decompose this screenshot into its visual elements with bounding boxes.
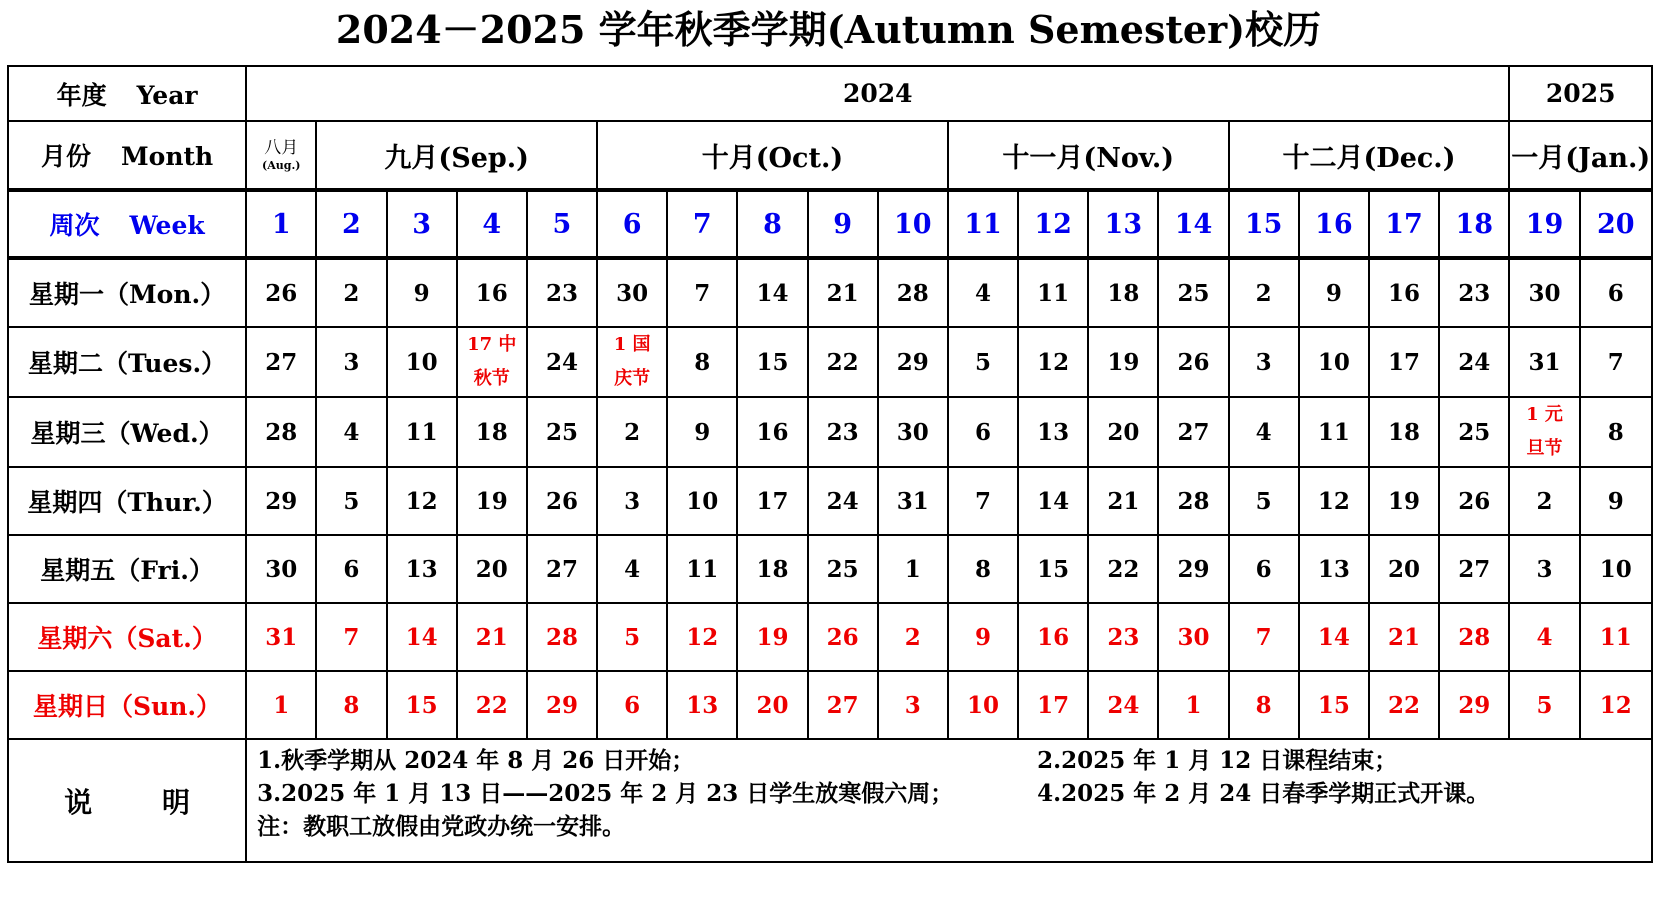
date-cell: 11: [387, 397, 457, 467]
date-cell: 1: [878, 535, 948, 603]
date-cell: 5: [316, 467, 386, 535]
date-cell: 9: [1299, 258, 1369, 327]
date-cell: 25: [1439, 397, 1509, 467]
holiday-text: 17 中: [467, 334, 517, 355]
date-cell: 5: [1229, 467, 1299, 535]
date-cell: 13: [1299, 535, 1369, 603]
date-cell: 10: [667, 467, 737, 535]
date-cell: 3: [878, 671, 948, 739]
week-number: 13: [1088, 190, 1158, 258]
date-cell: 29: [246, 467, 316, 535]
note-item: 3.2025 年 1 月 13 日——2025 年 2 月 23 日学生放寒假六周；: [257, 780, 954, 807]
weekday-label: 星期五（Fri.）: [8, 535, 246, 603]
week-number: 1: [246, 190, 316, 258]
date-cell: 12: [1018, 327, 1088, 397]
date-cell: 3: [597, 467, 667, 535]
week-number: 7: [667, 190, 737, 258]
day-row: [8, 258, 1652, 327]
month-row: [8, 121, 1652, 190]
year-row: [8, 66, 1652, 121]
week-row: [8, 190, 1652, 258]
date-cell: 25: [808, 535, 878, 603]
week-number: 5: [527, 190, 597, 258]
date-cell: 7: [948, 467, 1018, 535]
week-number: 12: [1018, 190, 1088, 258]
date-cell: 8: [1580, 397, 1652, 467]
date-cell: 17: [1369, 327, 1439, 397]
week-number: 3: [387, 190, 457, 258]
date-cell: 28: [1158, 467, 1228, 535]
note-item: 2.2025 年 1 月 12 日课程结束；: [1037, 747, 1398, 774]
week-number: 20: [1580, 190, 1652, 258]
date-cell: 27: [527, 535, 597, 603]
date-cell: 5: [948, 327, 1018, 397]
date-cell: 11: [1299, 397, 1369, 467]
date-cell: 20: [1088, 397, 1158, 467]
month-aug: 八月 (Aug.): [246, 121, 316, 190]
holiday-text: 庆节: [614, 368, 651, 389]
holiday-cell: [1509, 397, 1579, 467]
date-cell: 8: [667, 327, 737, 397]
date-cell: 16: [1369, 258, 1439, 327]
date-cell: 31: [878, 467, 948, 535]
date-cell: 1: [1158, 671, 1228, 739]
date-cell: 18: [1088, 258, 1158, 327]
date-cell: 29: [527, 671, 597, 739]
date-cell: 16: [457, 258, 527, 327]
date-cell: 26: [1158, 327, 1228, 397]
note-item: 注：教职工放假由党政办统一安排。: [257, 813, 626, 840]
date-cell: 19: [1369, 467, 1439, 535]
week-number: 10: [878, 190, 948, 258]
date-cell: 29: [1439, 671, 1509, 739]
date-cell: 5: [1509, 671, 1579, 739]
date-cell: 16: [737, 397, 807, 467]
date-cell: 21: [1369, 603, 1439, 671]
date-cell: 3: [316, 327, 386, 397]
date-cell: 26: [1439, 467, 1509, 535]
date-cell: 29: [878, 327, 948, 397]
date-cell: 11: [667, 535, 737, 603]
date-cell: 7: [316, 603, 386, 671]
date-cell: 2: [1509, 467, 1579, 535]
date-cell: 2: [316, 258, 386, 327]
weekday-label: 星期一（Mon.）: [8, 258, 246, 327]
date-cell: 24: [808, 467, 878, 535]
weekday-label: 星期三（Wed.）: [8, 397, 246, 467]
date-cell: 24: [1088, 671, 1158, 739]
weekday-label: 星期日（Sun.）: [8, 671, 246, 739]
day-row: [8, 535, 1652, 603]
date-cell: 30: [1509, 258, 1579, 327]
note-line: [257, 777, 1651, 810]
note-line: [257, 810, 1651, 843]
month-jan: 一月(Jan.): [1509, 121, 1652, 190]
week-number: 6: [597, 190, 667, 258]
date-cell: 12: [1580, 671, 1652, 739]
year-2025: 2025: [1509, 66, 1652, 121]
date-cell: 27: [808, 671, 878, 739]
date-cell: 19: [457, 467, 527, 535]
date-cell: 4: [1509, 603, 1579, 671]
holiday-text: 秋节: [473, 368, 510, 389]
date-cell: 13: [667, 671, 737, 739]
year-label: 年度 Year: [8, 66, 246, 121]
date-cell: 23: [527, 258, 597, 327]
date-cell: 9: [1580, 467, 1652, 535]
date-cell: 1: [246, 671, 316, 739]
week-number: 19: [1509, 190, 1579, 258]
date-cell: 10: [1580, 535, 1652, 603]
date-cell: 17: [737, 467, 807, 535]
year-2024: 2024: [246, 66, 1509, 121]
date-cell: 26: [246, 258, 316, 327]
date-cell: 22: [1088, 535, 1158, 603]
date-cell: 14: [1299, 603, 1369, 671]
date-cell: 8: [1229, 671, 1299, 739]
date-cell: 12: [667, 603, 737, 671]
date-cell: 10: [948, 671, 1018, 739]
day-row: [8, 671, 1652, 739]
day-row: [8, 327, 1652, 397]
day-row: [8, 603, 1652, 671]
date-cell: 2: [878, 603, 948, 671]
date-cell: 15: [387, 671, 457, 739]
date-cell: 9: [948, 603, 1018, 671]
date-cell: 27: [1158, 397, 1228, 467]
date-cell: 7: [667, 258, 737, 327]
note-item: 1.秋季学期从 2024 年 8 月 26 日开始；: [257, 747, 695, 774]
week-number: 8: [737, 190, 807, 258]
date-cell: 6: [1229, 535, 1299, 603]
weekday-label: 星期二（Tues.）: [8, 327, 246, 397]
week-number: 4: [457, 190, 527, 258]
date-cell: 20: [457, 535, 527, 603]
date-cell: 2: [1229, 258, 1299, 327]
date-cell: 22: [1369, 671, 1439, 739]
week-number: 17: [1369, 190, 1439, 258]
date-cell: 27: [246, 327, 316, 397]
month-label: 月份 Month: [8, 121, 246, 190]
date-cell: 20: [1369, 535, 1439, 603]
week-number: 16: [1299, 190, 1369, 258]
weekday-label: 星期四（Thur.）: [8, 467, 246, 535]
date-cell: 14: [387, 603, 457, 671]
date-cell: 21: [808, 258, 878, 327]
week-number: 9: [808, 190, 878, 258]
holiday-cell: [597, 327, 667, 397]
date-cell: 9: [667, 397, 737, 467]
date-cell: 21: [1088, 467, 1158, 535]
holiday-text: 旦节: [1526, 438, 1563, 459]
date-cell: 7: [1580, 327, 1652, 397]
date-cell: 23: [1439, 258, 1509, 327]
date-cell: 14: [737, 258, 807, 327]
date-cell: 30: [878, 397, 948, 467]
date-cell: 23: [1088, 603, 1158, 671]
week-number: 2: [316, 190, 386, 258]
date-cell: 28: [878, 258, 948, 327]
date-cell: 31: [1509, 327, 1579, 397]
date-cell: 13: [387, 535, 457, 603]
date-cell: 12: [387, 467, 457, 535]
date-cell: 10: [1299, 327, 1369, 397]
month-sep: 九月(Sep.): [316, 121, 597, 190]
date-cell: 22: [808, 327, 878, 397]
date-cell: 2: [597, 397, 667, 467]
day-row: [8, 467, 1652, 535]
date-cell: 11: [1580, 603, 1652, 671]
calendar-table: [7, 65, 1653, 863]
date-cell: 4: [597, 535, 667, 603]
date-cell: 25: [527, 397, 597, 467]
date-cell: 15: [1299, 671, 1369, 739]
date-cell: 14: [1018, 467, 1088, 535]
date-cell: 21: [457, 603, 527, 671]
day-row: [8, 397, 1652, 467]
date-cell: 6: [948, 397, 1018, 467]
date-cell: 27: [1439, 535, 1509, 603]
date-cell: 7: [1229, 603, 1299, 671]
date-cell: 31: [246, 603, 316, 671]
weekday-label: 星期六（Sat.）: [8, 603, 246, 671]
date-cell: 13: [1018, 397, 1088, 467]
date-cell: 18: [457, 397, 527, 467]
date-cell: 30: [1158, 603, 1228, 671]
date-cell: 9: [387, 258, 457, 327]
holiday-text: 1 国: [613, 334, 651, 355]
date-cell: 30: [246, 535, 316, 603]
month-nov: 十一月(Nov.): [948, 121, 1229, 190]
notes-row: [8, 739, 1652, 862]
date-cell: 26: [527, 467, 597, 535]
week-label: 周次 Week: [8, 190, 246, 258]
date-cell: 28: [246, 397, 316, 467]
date-cell: 6: [316, 535, 386, 603]
date-cell: 24: [527, 327, 597, 397]
date-cell: 6: [597, 671, 667, 739]
date-cell: 16: [1018, 603, 1088, 671]
holiday-text: 1 元: [1526, 404, 1563, 425]
date-cell: 3: [1509, 535, 1579, 603]
date-cell: 4: [948, 258, 1018, 327]
date-cell: 24: [1439, 327, 1509, 397]
date-cell: 18: [737, 535, 807, 603]
note-item: 4.2025 年 2 月 24 日春季学期正式开课。: [1037, 780, 1490, 807]
date-cell: 22: [457, 671, 527, 739]
date-cell: 3: [1229, 327, 1299, 397]
week-number: 15: [1229, 190, 1299, 258]
notes-label: 说 明: [8, 739, 246, 862]
holiday-cell: [457, 327, 527, 397]
date-cell: 28: [527, 603, 597, 671]
date-cell: 28: [1439, 603, 1509, 671]
week-number: 18: [1439, 190, 1509, 258]
date-cell: 15: [1018, 535, 1088, 603]
date-cell: 8: [948, 535, 1018, 603]
date-cell: 4: [1229, 397, 1299, 467]
date-cell: 23: [808, 397, 878, 467]
date-cell: 19: [1088, 327, 1158, 397]
date-cell: 18: [1369, 397, 1439, 467]
date-cell: 20: [737, 671, 807, 739]
date-cell: 11: [1018, 258, 1088, 327]
date-cell: 5: [597, 603, 667, 671]
date-cell: 26: [808, 603, 878, 671]
date-cell: 8: [316, 671, 386, 739]
notes-content: [246, 739, 1652, 862]
date-cell: 29: [1158, 535, 1228, 603]
date-cell: 30: [597, 258, 667, 327]
week-number: 11: [948, 190, 1018, 258]
week-number: 14: [1158, 190, 1228, 258]
date-cell: 6: [1580, 258, 1652, 327]
note-line: [257, 744, 1651, 777]
date-cell: 25: [1158, 258, 1228, 327]
date-cell: 4: [316, 397, 386, 467]
month-dec: 十二月(Dec.): [1229, 121, 1510, 190]
calendar-title: 2024－2025 学年秋季学期(Autumn Semester)校历: [335, 7, 1322, 52]
month-oct: 十月(Oct.): [597, 121, 948, 190]
date-cell: 17: [1018, 671, 1088, 739]
date-cell: 19: [737, 603, 807, 671]
date-cell: 15: [737, 327, 807, 397]
date-cell: 12: [1299, 467, 1369, 535]
date-cell: 10: [387, 327, 457, 397]
